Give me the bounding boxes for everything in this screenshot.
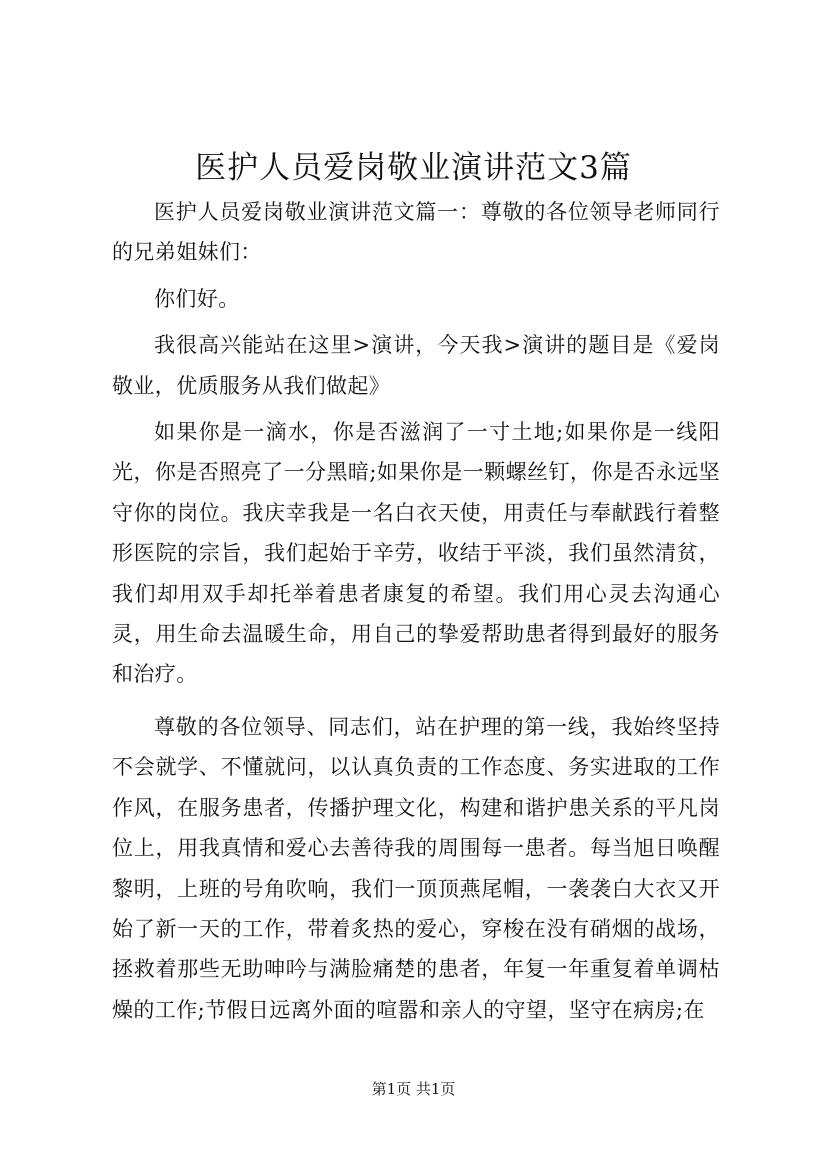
document-title: 医护人员爱岗敬业演讲范文3篇 [195,150,632,186]
paragraph-greeting: 医护人员爱岗敬业演讲范文篇一：尊敬的各位领导老师同行的兄弟姐妹们： [112,200,720,265]
paragraph-water-drop: 如果你是一滴水，你是否滋润了一寸土地;如果你是一线阳光，你是否照亮了一分黑暗;如果你是一颗螺丝钉，你是否永远坚守你的岗位。我庆幸我是一名白衣天使，用责任与奉献践行着整形医院的宗旨，我们起始于辛劳，收结于平淡，我们虽然清贫，我们却用双手却托举着患者康复的希望。我们用心灵去沟通心灵，用生命去温暖生命，用自己的挚爱帮助患者得到最好的服务和治疗。 [112,420,720,687]
paragraph-hello: 你们好。 [154,286,240,311]
page-footer: 第1页 共1页 [371,1080,456,1098]
paragraph-speech-topic: 我很高兴能站在这里>演讲，今天我>演讲的题目是《爱岗敬业，优质服务从我们做起》 [112,333,720,398]
paragraph-nursing-frontline: 尊敬的各位领导、同志们，站在护理的第一线，我始终坚持不会就学、不懂就问，以认真负责的工作态度、务实进取的工作作风，在服务患者，传播护理文化，构建和谐护患关系的平凡岗位上，用我真情和爱心去善待我的周围每一患者。每当旭日唤醒黎明，上班的号角吹响，我们一顶顶燕尾帽，一袭袭白大衣又开始了新一天的工作，带着炙热的爱心，穿梭在没有硝烟的战场，拯救着那些无助呻吟与满脸痛楚的患者，年复一年重复着单调枯燥的工作;节假日远离外面的喧嚣和亲人的守望，坚守在病房;在 [112,714,720,1022]
document-body [112,192,720,1030]
